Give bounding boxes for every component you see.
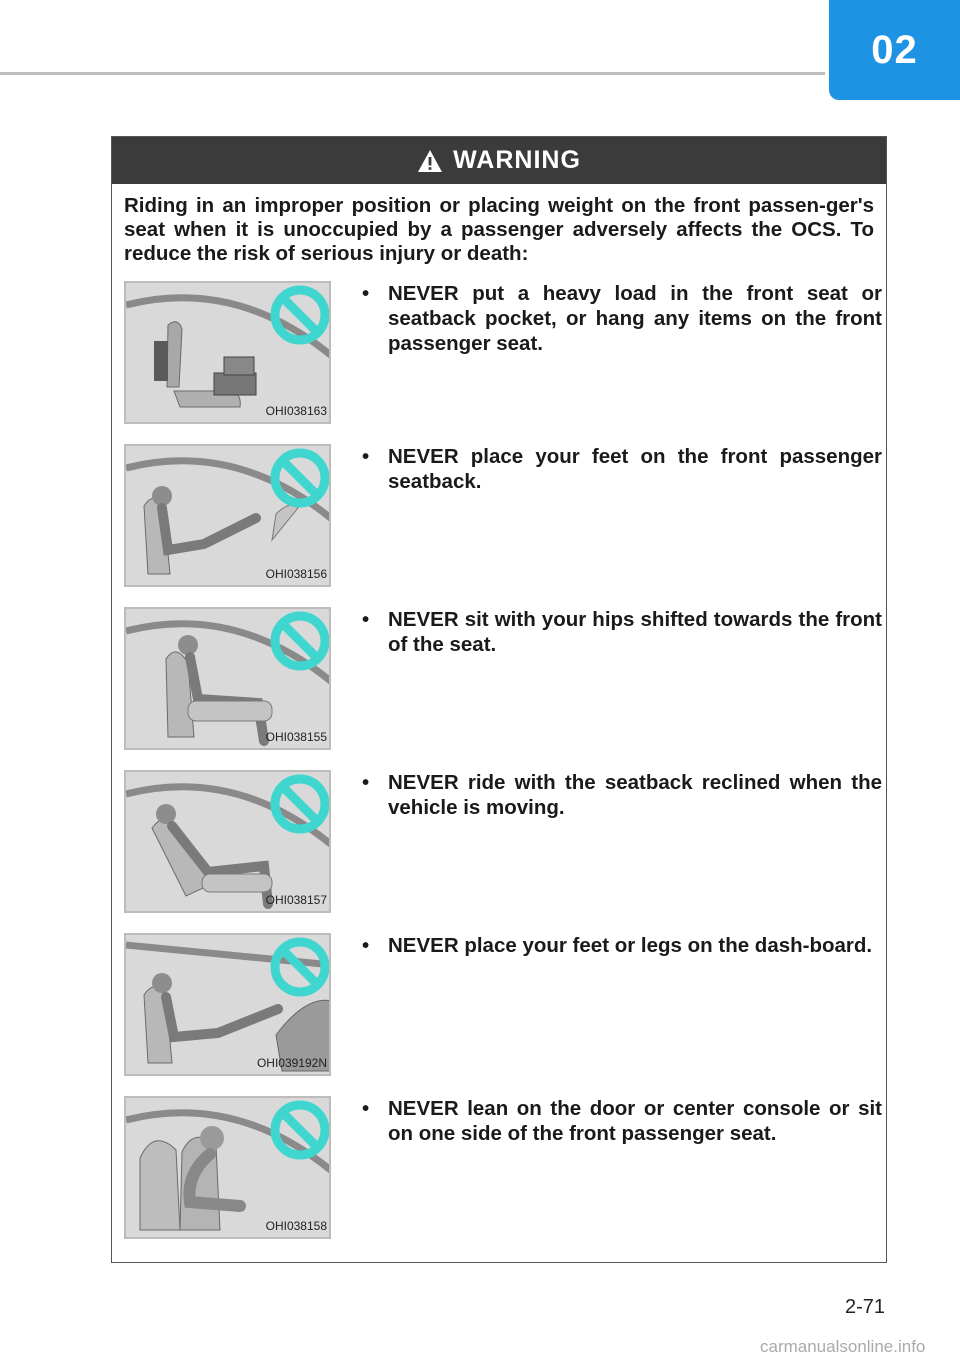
header-rule	[0, 72, 825, 75]
image-code: OHI038155	[265, 730, 327, 744]
warning-item-text: • NEVER ride with the seatback reclined when the vehicle is moving.	[362, 771, 882, 819]
warning-item	[124, 770, 882, 915]
image-code: OHI038156	[265, 567, 327, 581]
warning-item	[124, 607, 882, 752]
warning-box	[111, 136, 887, 1263]
illustration-cargo-seat	[124, 281, 331, 424]
image-code: OHI038158	[265, 1219, 327, 1233]
chapter-tab: 02	[829, 0, 960, 100]
warning-item-text: • NEVER put a heavy load in the front seat or seatback pocket, or hang any items on the front passenger seat.	[362, 282, 882, 355]
page-number: 2-71	[845, 1296, 886, 1318]
warning-triangle-icon	[417, 149, 443, 173]
illustration-feet-on-seatback	[124, 444, 331, 587]
illustration-hips-forward	[124, 607, 331, 750]
warning-item	[124, 444, 882, 589]
illustration-reclined	[124, 770, 331, 913]
warning-item-text: • NEVER sit with your hips shifted towards the front of the seat.	[362, 608, 882, 656]
illustration-feet-on-dashboard	[124, 933, 331, 1076]
footer-watermark-link[interactable]: carmanualsonline.info	[760, 1337, 926, 1356]
warning-intro: Riding in an improper position or placing weight on the front passen-ger's seat when it is unoccupied by a passenger adversely affects the OCS. To reduce the risk of serious injury or death:	[124, 194, 874, 265]
warning-item-text: • NEVER place your feet on the front passenger seatback.	[362, 445, 882, 493]
warning-item	[124, 281, 882, 426]
warning-item-text: • NEVER place your feet or legs on the dash-board.	[362, 934, 873, 957]
illustration-leaning	[124, 1096, 331, 1239]
image-code: OHI039192N	[256, 1056, 327, 1070]
warning-item	[124, 933, 876, 1078]
image-code: OHI038157	[265, 893, 327, 907]
warning-item-text: • NEVER lean on the door or center console or sit on one side of the front passenger seat.	[362, 1097, 882, 1145]
image-code: OHI038163	[265, 404, 327, 418]
warning-item	[124, 1096, 882, 1241]
warning-header	[112, 137, 886, 184]
warning-title: WARNING	[453, 146, 581, 174]
